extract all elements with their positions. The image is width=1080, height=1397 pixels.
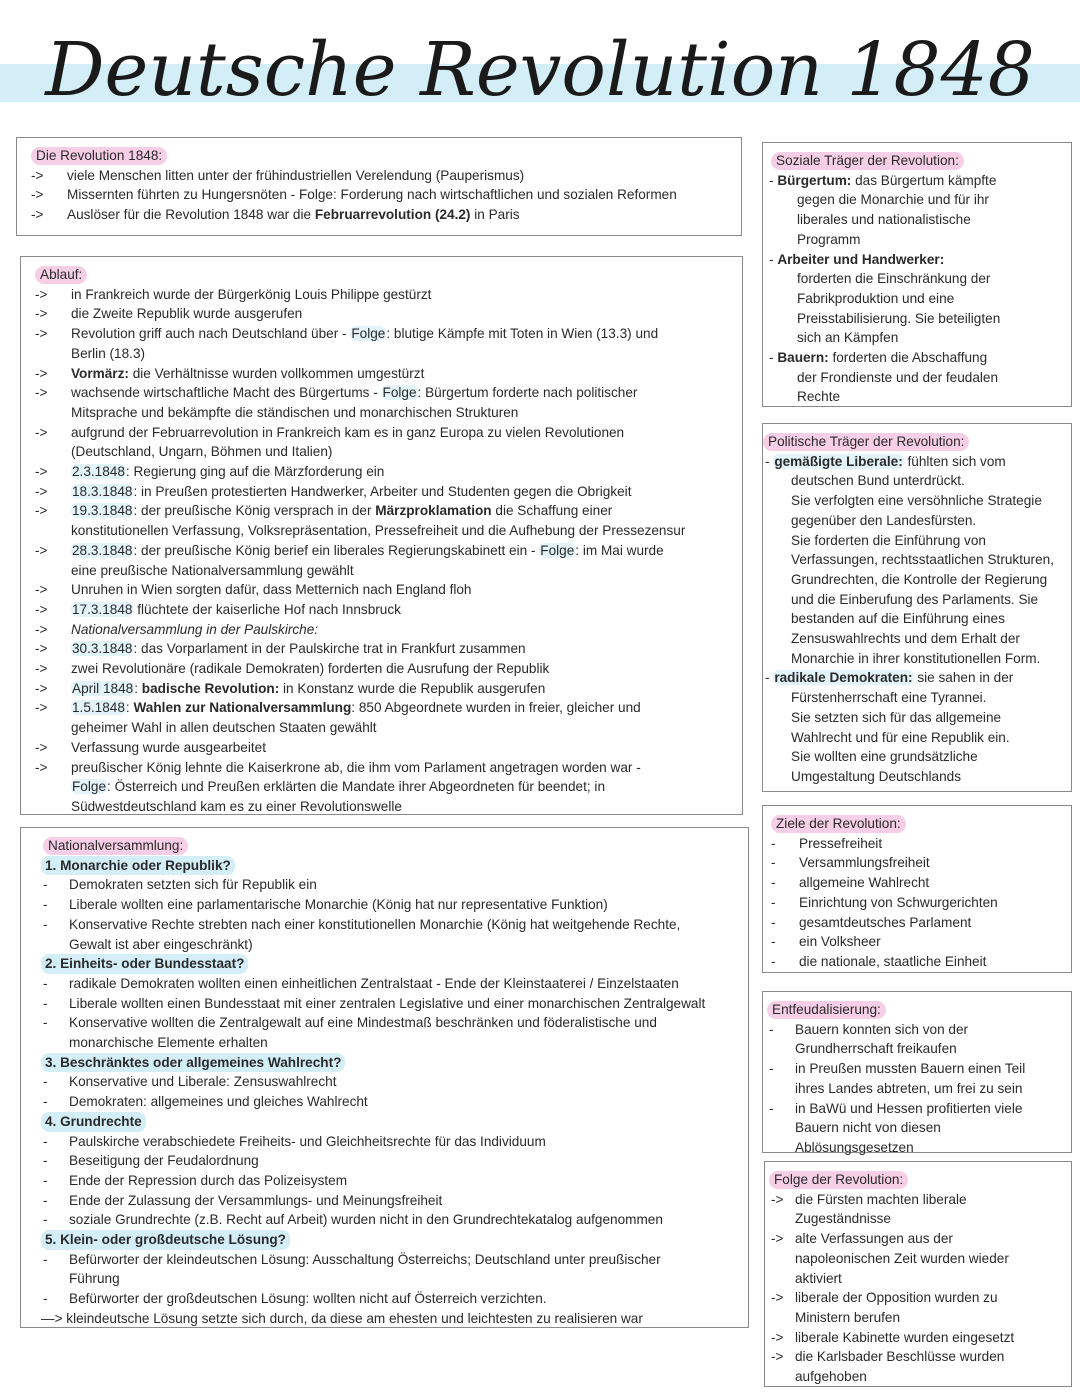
list-item: -> 19.3.1848: der preußische König versprach in der Märzproklamation die Schaffung einer konstitutionellen Verfassung, Volksrepräsentation, Pressefreiheit und die Aufhebung der Pressezensur [35, 503, 686, 539]
list-item: -> liberale der Opposition wurden zu Ministern berufen [771, 1290, 998, 1325]
box-ablauf [20, 256, 743, 815]
box-ziele-heading: Ziele der Revolution: [771, 815, 906, 833]
box-revolution-heading: Die Revolution 1848: [31, 147, 167, 165]
list-item: -> Revolution griff auch nach Deutschland über - Folge: blutige Kämpfe mit Toten in Wien (13.3) und Berlin (18.3) [35, 326, 659, 361]
section-title: 1. Monarchie oder Republik? [41, 856, 235, 876]
list-item: - allgemeine Wahlrecht [771, 875, 930, 891]
list-item: -> aufgrund der Februarrevolution in Frankreich kam es in ganz Europa zu vielen Revolutionen (Deutschland, Ungarn, Böhmen und Italien) [35, 424, 625, 460]
list-item: -> preußischer König lehnte die Kaiserkrone ab, die ihm vom Parlament angetragen worden war - Folge: Österreich und Preußen erklärten die Mandate ihrer Abgeordneten für beendet; in Südwestdeutschland kam es zu einer Revolutionswelle [35, 759, 641, 814]
list-item: -> Missernten führten zu Hungersnöten - Folge: Forderung nach wirtschaftlichen und sozialen Reformen [31, 187, 677, 203]
list-item: -> 18.3.1848: in Preußen protestierten Handwerker, Arbeiter und Studenten gegen die Obrigkeit [35, 483, 632, 499]
list-item: - Liberale wollten einen Bundesstaat mit einer zentralen Legislative und einer monarchischen Zentralgewalt [43, 995, 706, 1011]
list-item: - Pressefreiheit [771, 835, 883, 851]
list-item: -> 28.3.1848: der preußische König berief ein liberales Regierungskabinett ein - Folge: im Mai wurde eine preußische Nationalversammlung gewählt [35, 542, 664, 578]
page-title: Deutsche Revolution 1848 [45, 27, 1035, 113]
list-item: - Versammlungsfreiheit [771, 855, 930, 871]
section-title: 5. Klein- oder großdeutsche Lösung? [41, 1230, 290, 1250]
list-item: -> die Zweite Republik wurde ausgerufen [35, 306, 303, 322]
list-item: -> liberale Kabinette wurden eingesetzt [771, 1329, 1015, 1345]
list-item: -> alte Verfassungen aus der napoleonischen Zeit wurden wieder aktiviert [771, 1231, 1009, 1286]
list-item: -> Verfassung wurde ausgearbeitet [35, 739, 266, 755]
box-nationalversammlung [20, 827, 749, 1328]
box-revolution [16, 137, 742, 236]
list-item: -> viele Menschen litten unter der frühindustriellen Verelendung (Pauperismus) [31, 167, 525, 183]
box-ablauf-heading: Ablauf: [35, 266, 87, 284]
box-entfeudalisierung-heading: Entfeudalisierung: [767, 1001, 886, 1019]
list-item: - Ende der Repression durch das Polizeisystem [43, 1172, 348, 1188]
list-item: -> zwei Revolutionäre (radikale Demokraten) forderten die Ausrufung der Republik [35, 661, 550, 677]
list-item: - gemäßigte Liberale: fühlten sich vom [765, 453, 1006, 469]
list-item: -> April 1848: badische Revolution: in Konstanz wurde die Republik ausgerufen [35, 680, 546, 696]
list-item: - in BaWü und Hessen profitierten viele Bauern nicht von diesen Ablösungsgesetzen [769, 1100, 1023, 1155]
list-item: -> Unruhen in Wien sorgten dafür, dass Metternich nach England floh [35, 582, 472, 598]
list-item: - Befürworter der kleindeutschen Lösung: Ausschaltung Österreichs; Deutschland unter preußischer Führung [43, 1251, 661, 1287]
list-item: - soziale Grundrechte (z.B. Recht auf Arbeit) wurden nicht in den Grundrechtekatalog aufgenommen [43, 1212, 663, 1228]
list-item: - gesamtdeutsches Parlament [771, 914, 972, 930]
list-item-cont: Fürstenherrschaft eine Tyrannei. Sie setzten sich für das allgemeine Wahlrecht und für eine Republik ein. Sie wollten eine grundsätzliche Umgestaltung Deutschlands [791, 690, 1010, 784]
list-item: -> 1.5.1848: Wahlen zur Nationalversammlung: 850 Abgeordnete wurden in freier, gleicher und geheimer Wahl in allen deutschen Staaten gewählt [35, 700, 641, 736]
list-item: -> 17.3.1848 flüchtete der kaiserliche Hof nach Innsbruck [35, 601, 401, 617]
list-item: - Demokraten: allgemeines und gleiches Wahlrecht [43, 1094, 368, 1110]
list-item-cont: der Frondienste und der feudalen Rechte [797, 369, 999, 405]
list-item: - Konservative Rechte strebten nach einer konstitutionellen Monarchie (König hat weitgehende Rechte, Gewalt ist aber eingeschränkt) [43, 916, 681, 952]
list-item: - radikale Demokraten: sie sahen in der [765, 670, 1014, 686]
box-soziale-heading: Soziale Träger der Revolution: [771, 152, 964, 170]
box-entfeudalisierung [762, 991, 1072, 1153]
list-item: -> wachsende wirtschaftliche Macht des Bürgertums - Folge: Bürgertum forderte nach politischer Mitsprache und bekämpfte die ständischen und monarchischen Strukturen [35, 385, 638, 420]
list-item: - Bauern konnten sich von der Grundherrschaft freikaufen [769, 1021, 969, 1057]
list-item: - in Preußen mussten Bauern einen Teil ihres Landes abtreten, um frei zu sein [769, 1061, 1026, 1096]
section-title: 2. Einheits- oder Bundesstaat? [41, 954, 248, 974]
list-item: - Befürworter der großdeutschen Lösung: wollten nicht auf Österreich verzichten. [43, 1291, 547, 1307]
list-item: -> Nationalversammlung in der Paulskirche: [35, 621, 319, 637]
section-title: 4. Grundrechte [41, 1112, 146, 1132]
list-item: -> Vormärz: die Verhältnisse wurden vollkommen umgestürzt [35, 365, 425, 381]
list-item: - radikale Demokraten wollten einen einheitlichen Zentralstaat - Ende der Kleinstaaterei / Einzelstaaten [43, 975, 679, 991]
list-item: - Arbeiter und Handwerker: [769, 251, 945, 267]
list-item: - Bürgertum: das Bürgertum kämpfte [769, 172, 997, 188]
list-item: -> Auslöser für die Revolution 1848 war die Februarrevolution (24.2) in Paris [31, 207, 520, 223]
box-nationalversammlung-heading: Nationalversammlung: [43, 837, 188, 855]
list-item: - Beseitigung der Feudalordnung [43, 1153, 259, 1169]
list-item-cont: forderten die Einschränkung der Fabrikproduktion und eine Preisstabilisierung. Sie beteiligten sich an Kämpfen [797, 271, 1001, 346]
box-soziale-traeger [762, 142, 1072, 407]
section-title: 3. Beschränktes oder allgemeines Wahlrecht? [41, 1053, 345, 1073]
list-item: - Ende der Zulassung der Versammlungs- und Meinungsfreiheit [43, 1192, 443, 1208]
box-folge-heading: Folge der Revolution: [769, 1171, 908, 1189]
box-politische-traeger [762, 423, 1072, 792]
list-item: -> in Frankreich wurde der Bürgerkönig Louis Philippe gestürzt [35, 286, 432, 302]
list-item: -> 30.3.1848: das Vorparlament in der Paulskirche trat in Frankfurt zusammen [35, 641, 526, 657]
list-item: -> die Fürsten machten liberale Zugeständnisse [771, 1191, 967, 1227]
list-item: - Liberale wollten eine parlamentarische Monarchie (König hat nur representative Funktion) [43, 897, 608, 913]
list-item: - ein Volksheer [771, 934, 881, 950]
list-item: -> 2.3.1848: Regierung ging auf die Märzforderung ein [35, 464, 385, 480]
conclusion: —> kleindeutsche Lösung setzte sich durch, da diese am ehesten und leichtesten zu realisieren war [41, 1310, 643, 1326]
list-item: - die nationale, staatliche Einheit [771, 953, 987, 969]
list-item: - Einrichtung von Schwurgerichten [771, 894, 998, 910]
box-folge [764, 1161, 1072, 1387]
list-item-cont: deutschen Bund unterdrückt. Sie verfolgten eine versöhnliche Strategie gegenüber den Landesfürsten. Sie forderten die Einführung von Verfassungen, rechtsstaatlichen Strukturen, Grundrechten, die Kontrolle der Regierung und die Einberufung des Parlaments. Sie bestanden auf die Einführung eines Zensuswahlrechts und dem Erhalt der Monarchie in ihrer konstitutionellen Form. [791, 473, 1054, 666]
box-politische-heading: Politische Träger der Revolution: [763, 433, 969, 451]
list-item: - Demokraten setzten sich für Republik ein [43, 877, 317, 893]
list-item: - Paulskirche verabschiedete Freiheits- und Gleichheitsrechte für das Individuum [43, 1133, 546, 1149]
list-item: - Konservative und Liberale: Zensuswahlrecht [43, 1074, 337, 1090]
list-item: - Konservative wollten die Zentralgewalt auf eine Mindestmaß beschränken und föderalistische und monarchische Elemente erhalten [43, 1015, 657, 1051]
list-item-cont: gegen die Monarchie und für ihr liberales und nationalistische Programm [797, 192, 989, 247]
list-item: - Bauern: forderten die Abschaffung [769, 350, 988, 366]
box-ziele [762, 805, 1072, 973]
list-item: -> die Karlsbader Beschlüsse wurden aufgehoben [771, 1349, 1005, 1385]
